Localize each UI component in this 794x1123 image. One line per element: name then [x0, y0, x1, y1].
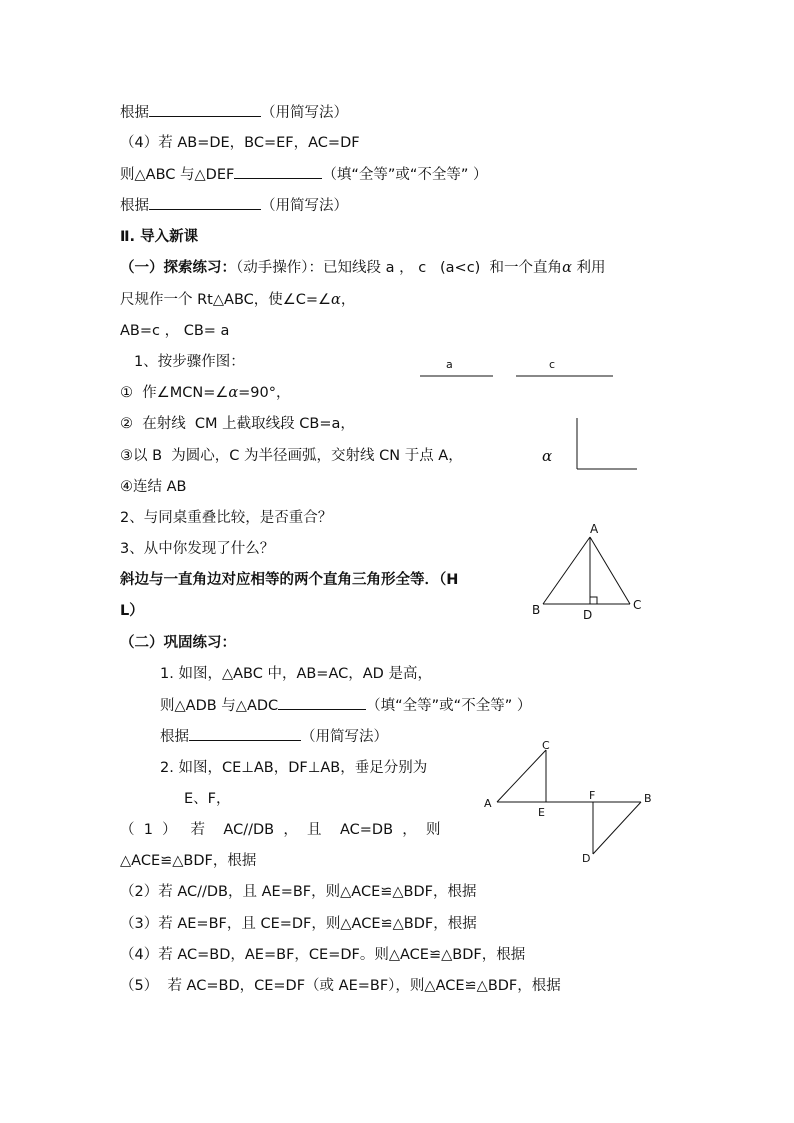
- point-d-label: D: [582, 852, 591, 865]
- step-text: =90°，: [238, 385, 291, 401]
- line-9: 1、按步骤作图：: [134, 354, 245, 370]
- instruction-text: （动手操作）：已知线段 a ， c (a<c) 和一个直角: [236, 260, 563, 276]
- point-b-label: B: [644, 792, 652, 805]
- right-angle-mark: [590, 597, 597, 604]
- hint-text: （填“全等”或“不全等” ）: [366, 698, 532, 714]
- line-29: （5） 若 AC=BD，CE=DF（或 AE=BF），则△ACE≌△BDF，根据: [120, 978, 561, 994]
- section-heading: Ⅱ. 导入新课: [120, 229, 199, 245]
- question-text: 则△ADB 与△ADC: [160, 698, 279, 714]
- line-13: ④连结 AB: [120, 479, 187, 495]
- line-22: 2. 如图，CE⊥AB，DF⊥AB，垂足分别为: [160, 760, 428, 776]
- line-23: E、F，: [184, 791, 231, 807]
- line-2: （4）若 AB=DE，BC=EF，AC=DF: [120, 135, 360, 151]
- point-a-label: A: [484, 797, 492, 810]
- line-8: AB=c ， CB= a: [120, 323, 230, 339]
- line-15: 3、从中你发现了什么？: [120, 541, 275, 557]
- point-e-label: E: [538, 806, 545, 819]
- instruction-text: ，: [340, 292, 356, 308]
- label-basis: 根据: [120, 198, 149, 214]
- theorem-line-1: 斜边与一直角边对应相等的两个直角三角形全等．（H: [120, 572, 459, 588]
- step-text: ① 作∠MCN=∠: [120, 385, 229, 401]
- segment-c-label: c: [549, 358, 556, 371]
- line-11: ② 在射线 CM 上截取线段 CB=a，: [120, 416, 355, 432]
- point-c-label: C: [542, 739, 550, 752]
- segment-a-label: a: [446, 358, 453, 371]
- alpha-symbol: α: [331, 292, 341, 308]
- segment-bd: [593, 802, 641, 854]
- vertex-b-label: B: [532, 603, 541, 617]
- theorem-line-2: L）: [120, 603, 144, 619]
- alpha-symbol: α: [228, 385, 239, 401]
- line-24: （ 1 ） 若 AC//DB ， 且 AC=DB ， 则: [120, 822, 441, 838]
- triangle-side-ab: [543, 537, 590, 604]
- segment-ac: [497, 750, 546, 802]
- question-text: 则△ABC 与△DEF: [120, 167, 235, 183]
- hint-text: （用简写法）: [301, 729, 388, 745]
- hint-text: （填“全等”或“不全等” ）: [322, 167, 488, 183]
- label-basis: 根据: [120, 105, 149, 121]
- triangle-side-ac: [590, 537, 630, 604]
- label-basis: 根据: [160, 729, 189, 745]
- line-19: 1. 如图，△ABC 中，AB=AC，AD 是高，: [160, 666, 432, 682]
- vertex-a-label: A: [590, 522, 599, 536]
- angle-alpha-label: α: [542, 447, 553, 465]
- line-25: △ACE≌△BDF，根据: [120, 853, 257, 869]
- subsection-heading: （一）探索练习：: [120, 260, 236, 276]
- line-26: （2）若 AC//DB，且 AE=BF，则△ACE≌△BDF，根据: [120, 884, 477, 900]
- instruction-text: 尺规作一个 Rt△ABC，使∠C=∠: [120, 292, 332, 308]
- vertex-c-label: C: [633, 598, 642, 612]
- instruction-text: 利用: [571, 260, 606, 276]
- line-14: 2、与同桌重叠比较，是否重合？: [120, 510, 333, 526]
- line-27: （3）若 AE=BF，且 CE=DF，则△ACE≌△BDF，根据: [120, 916, 477, 932]
- hint-text: （用简写法）: [261, 105, 348, 121]
- point-f-label: F: [589, 789, 596, 802]
- alpha-symbol: α: [562, 260, 572, 276]
- vertex-d-label: D: [583, 608, 593, 622]
- subsection-heading-2: （二）巩固练习：: [120, 635, 236, 651]
- hint-text: （用简写法）: [261, 198, 348, 214]
- line-12: ③以 B 为圆心，C 为半径画弧，交射线 CN 于点 A，: [120, 448, 463, 464]
- line-28: （4）若 AC=BD，AE=BF，CE=DF。则△ACE≌△BDF，根据: [120, 947, 526, 963]
